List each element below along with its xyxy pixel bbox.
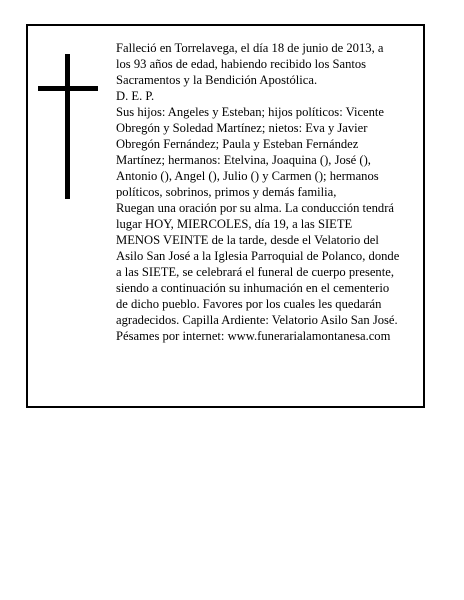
obituary-notice xyxy=(26,24,425,408)
notice-line: Sacramentos y la Bendición Apostólica. xyxy=(116,73,318,87)
notice-line: MENOS VEINTE de la tarde, desde el Velatorio del xyxy=(116,233,379,247)
notice-line: Obregón Fernández; Paula y Esteban Fernández xyxy=(116,137,359,151)
notice-line: a las SIETE, se celebrará el funeral de cuerpo presente, xyxy=(116,265,394,279)
notice-condolences-line: Pésames por internet: www.funerarialamontanesa.com xyxy=(116,329,391,343)
notice-line: siendo a continuación su inhumación en el cementerio xyxy=(116,281,390,295)
notice-line: Asilo San José a la Iglesia Parroquial de Polanco, donde xyxy=(116,249,400,263)
notice-line: Ruegan una oración por su alma. La conducción tendrá xyxy=(116,201,395,215)
notice-rip: D. E. P. xyxy=(116,89,155,103)
notice-line: de dicho pueblo. Favores por los cuales les quedarán xyxy=(116,297,382,311)
notice-line: políticos, sobrinos, primos y demás familia, xyxy=(116,185,337,199)
cross-horizontal-bar xyxy=(38,86,98,91)
cross-vertical-bar xyxy=(65,54,70,199)
notice-line: Antonio (), Angel (), Julio () y Carmen (); hermanos xyxy=(116,169,379,183)
notice-line: agradecidos. Capilla Ardiente: Velatorio Asilo San José. xyxy=(116,313,398,327)
notice-line: los 93 años de edad, habiendo recibido los Santos xyxy=(116,57,367,71)
notice-line: Falleció en Torrelavega, el día 18 de junio de 2013, a xyxy=(116,41,384,55)
notice-line: Martínez; hermanos: Etelvina, Joaquina (), José (), xyxy=(116,153,371,167)
notice-line: lugar HOY, MIERCOLES, día 19, a las SIETE xyxy=(116,217,353,231)
notice-line: Sus hijos: Angeles y Esteban; hijos políticos: Vicente xyxy=(116,105,385,119)
latin-cross-icon xyxy=(38,54,98,199)
notice-text xyxy=(116,40,436,344)
notice-line: Obregón y Soledad Martínez; nietos: Eva y Javier xyxy=(116,121,368,135)
